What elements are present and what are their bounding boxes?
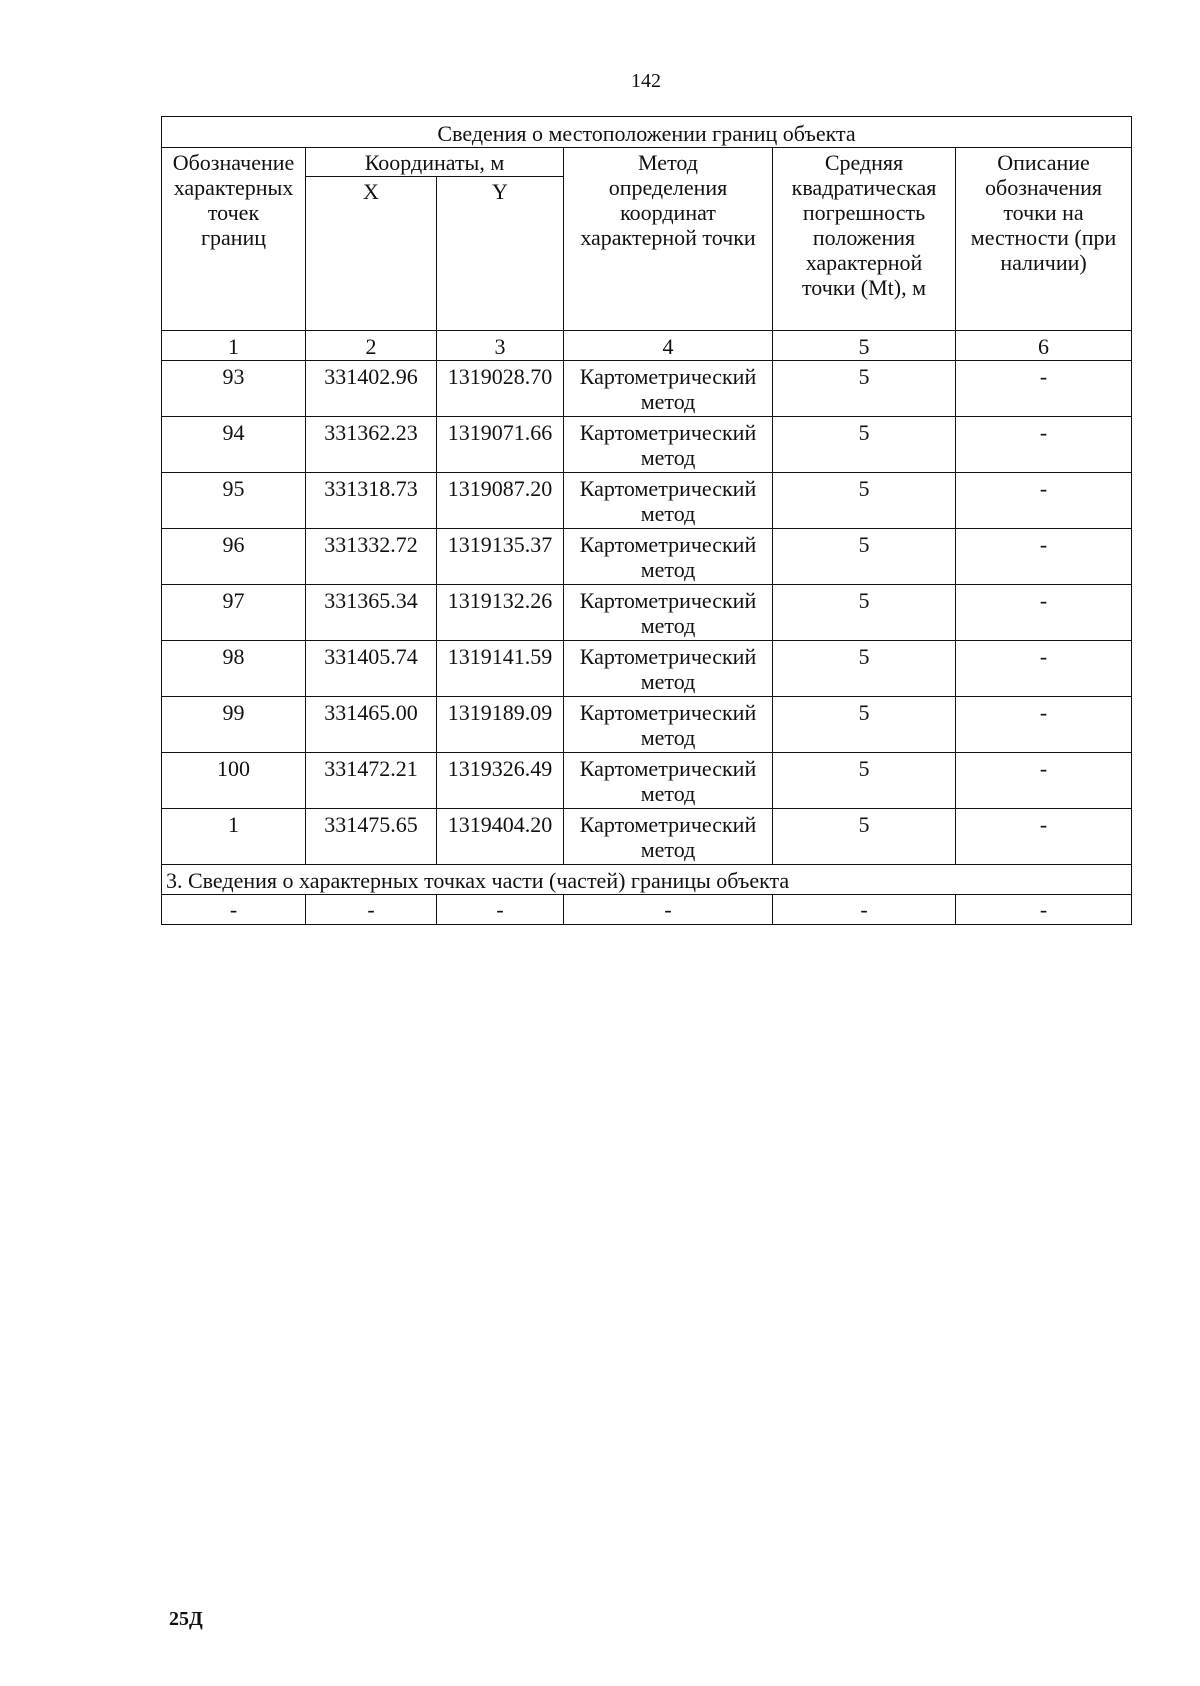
method-cell	[564, 585, 773, 641]
header-error-line: погрешность	[802, 200, 926, 225]
empty-cell: -	[162, 895, 306, 925]
method-line: Картометрический	[579, 812, 757, 837]
x-cell: 331472.21	[306, 753, 437, 809]
header-error-line: характерной	[805, 250, 923, 275]
method-cell	[564, 753, 773, 809]
method-cell	[564, 641, 773, 697]
header-description-line: наличии)	[1000, 250, 1087, 275]
point-cell: 96	[162, 529, 306, 585]
column-number: 3	[437, 331, 564, 361]
description-cell: -	[956, 753, 1132, 809]
method-cell	[564, 473, 773, 529]
header-description-line: Описание	[997, 150, 1090, 175]
error-cell: 5	[773, 361, 956, 417]
empty-cell: -	[956, 895, 1132, 925]
table-row	[162, 529, 1132, 585]
x-cell: 331405.74	[306, 641, 437, 697]
column-number: 6	[956, 331, 1132, 361]
y-cell: 1319404.20	[437, 809, 564, 865]
y-cell: 1319189.09	[437, 697, 564, 753]
method-line: метод	[640, 389, 696, 414]
point-cell: 100	[162, 753, 306, 809]
table-title-row	[162, 117, 1132, 148]
header-error-line: Средняя	[824, 150, 904, 175]
header-row-1	[162, 148, 1132, 177]
header-designation-line: границ	[200, 225, 267, 250]
point-cell: 99	[162, 697, 306, 753]
header-designation	[162, 148, 306, 331]
error-cell: 5	[773, 585, 956, 641]
section-3-title: 3. Сведения о характерных точках части (частей) границы объекта	[162, 865, 1132, 895]
table-row	[162, 697, 1132, 753]
description-cell: -	[956, 417, 1132, 473]
method-cell	[564, 417, 773, 473]
description-cell: -	[956, 529, 1132, 585]
header-error	[773, 148, 956, 331]
error-cell: 5	[773, 809, 956, 865]
header-method	[564, 148, 773, 331]
y-cell: 1319028.70	[437, 361, 564, 417]
table-row	[162, 417, 1132, 473]
method-line: метод	[640, 557, 696, 582]
header-description-line: местности (при	[970, 225, 1117, 250]
method-line: Картометрический	[579, 476, 757, 501]
header-method-line: Метод	[638, 150, 698, 175]
y-cell: 1319071.66	[437, 417, 564, 473]
method-line: метод	[640, 613, 696, 638]
table-row	[162, 473, 1132, 529]
x-cell: 331362.23	[306, 417, 437, 473]
description-cell: -	[956, 697, 1132, 753]
error-cell: 5	[773, 473, 956, 529]
y-cell: 1319087.20	[437, 473, 564, 529]
y-cell: 1319141.59	[437, 641, 564, 697]
point-cell: 1	[162, 809, 306, 865]
y-cell: 1319135.37	[437, 529, 564, 585]
column-number: 2	[306, 331, 437, 361]
y-cell: 1319326.49	[437, 753, 564, 809]
page-number: 142	[631, 70, 661, 92]
description-cell: -	[956, 585, 1132, 641]
error-cell: 5	[773, 641, 956, 697]
method-line: метод	[640, 781, 696, 806]
header-description-line: точки на	[1003, 200, 1084, 225]
method-line: Картометрический	[579, 756, 757, 781]
header-method-line: определения	[608, 175, 728, 200]
point-cell: 95	[162, 473, 306, 529]
method-line: Картометрический	[579, 700, 757, 725]
method-line: метод	[640, 445, 696, 470]
point-cell: 93	[162, 361, 306, 417]
method-cell	[564, 697, 773, 753]
x-cell: 331332.72	[306, 529, 437, 585]
footer-code: 25Д	[169, 1608, 203, 1630]
header-y: Y	[437, 177, 564, 331]
description-cell: -	[956, 809, 1132, 865]
description-cell: -	[956, 361, 1132, 417]
method-line: Картометрический	[579, 588, 757, 613]
header-method-line: характерной точки	[580, 225, 756, 250]
section-3-row	[162, 895, 1132, 925]
method-line: метод	[640, 501, 696, 526]
column-number: 5	[773, 331, 956, 361]
empty-cell: -	[306, 895, 437, 925]
method-line: Картометрический	[579, 420, 757, 445]
header-description-line: обозначения	[985, 175, 1103, 200]
column-number: 4	[564, 331, 773, 361]
error-cell: 5	[773, 753, 956, 809]
method-line: Картометрический	[579, 364, 757, 389]
header-description	[956, 148, 1132, 331]
empty-cell: -	[437, 895, 564, 925]
x-cell: 331318.73	[306, 473, 437, 529]
header-designation-line: точек	[207, 200, 260, 225]
x-cell: 331465.00	[306, 697, 437, 753]
method-line: метод	[640, 725, 696, 750]
table-row	[162, 361, 1132, 417]
empty-cell: -	[773, 895, 956, 925]
column-number: 1	[162, 331, 306, 361]
method-cell	[564, 361, 773, 417]
error-cell: 5	[773, 417, 956, 473]
header-method-line: координат	[620, 200, 716, 225]
method-cell	[564, 529, 773, 585]
method-line: метод	[640, 669, 696, 694]
empty-cell: -	[564, 895, 773, 925]
column-numbers-row	[162, 331, 1132, 361]
point-cell: 98	[162, 641, 306, 697]
table-title: Сведения о местоположении границ объекта	[162, 117, 1132, 148]
method-line: метод	[640, 837, 696, 862]
method-line: Картометрический	[579, 644, 757, 669]
x-cell: 331402.96	[306, 361, 437, 417]
x-cell: 331365.34	[306, 585, 437, 641]
error-cell: 5	[773, 697, 956, 753]
method-line: Картометрический	[579, 532, 757, 557]
header-error-line: точки (Mt), м	[801, 275, 927, 300]
header-designation-line: Обозначение	[172, 150, 295, 175]
description-cell: -	[956, 641, 1132, 697]
description-cell: -	[956, 473, 1132, 529]
boundary-points-table	[161, 116, 1132, 925]
header-designation-line: характерных	[173, 175, 294, 200]
x-cell: 331475.65	[306, 809, 437, 865]
header-error-line: положения	[812, 225, 916, 250]
table-row	[162, 809, 1132, 865]
point-cell: 94	[162, 417, 306, 473]
method-cell	[564, 809, 773, 865]
header-x: X	[306, 177, 437, 331]
point-cell: 97	[162, 585, 306, 641]
error-cell: 5	[773, 529, 956, 585]
header-coordinates: Координаты, м	[306, 148, 564, 177]
section-3-title-row	[162, 865, 1132, 895]
table-row	[162, 585, 1132, 641]
y-cell: 1319132.26	[437, 585, 564, 641]
table-row	[162, 753, 1132, 809]
header-error-line: квадратическая	[791, 175, 937, 200]
table-row	[162, 641, 1132, 697]
